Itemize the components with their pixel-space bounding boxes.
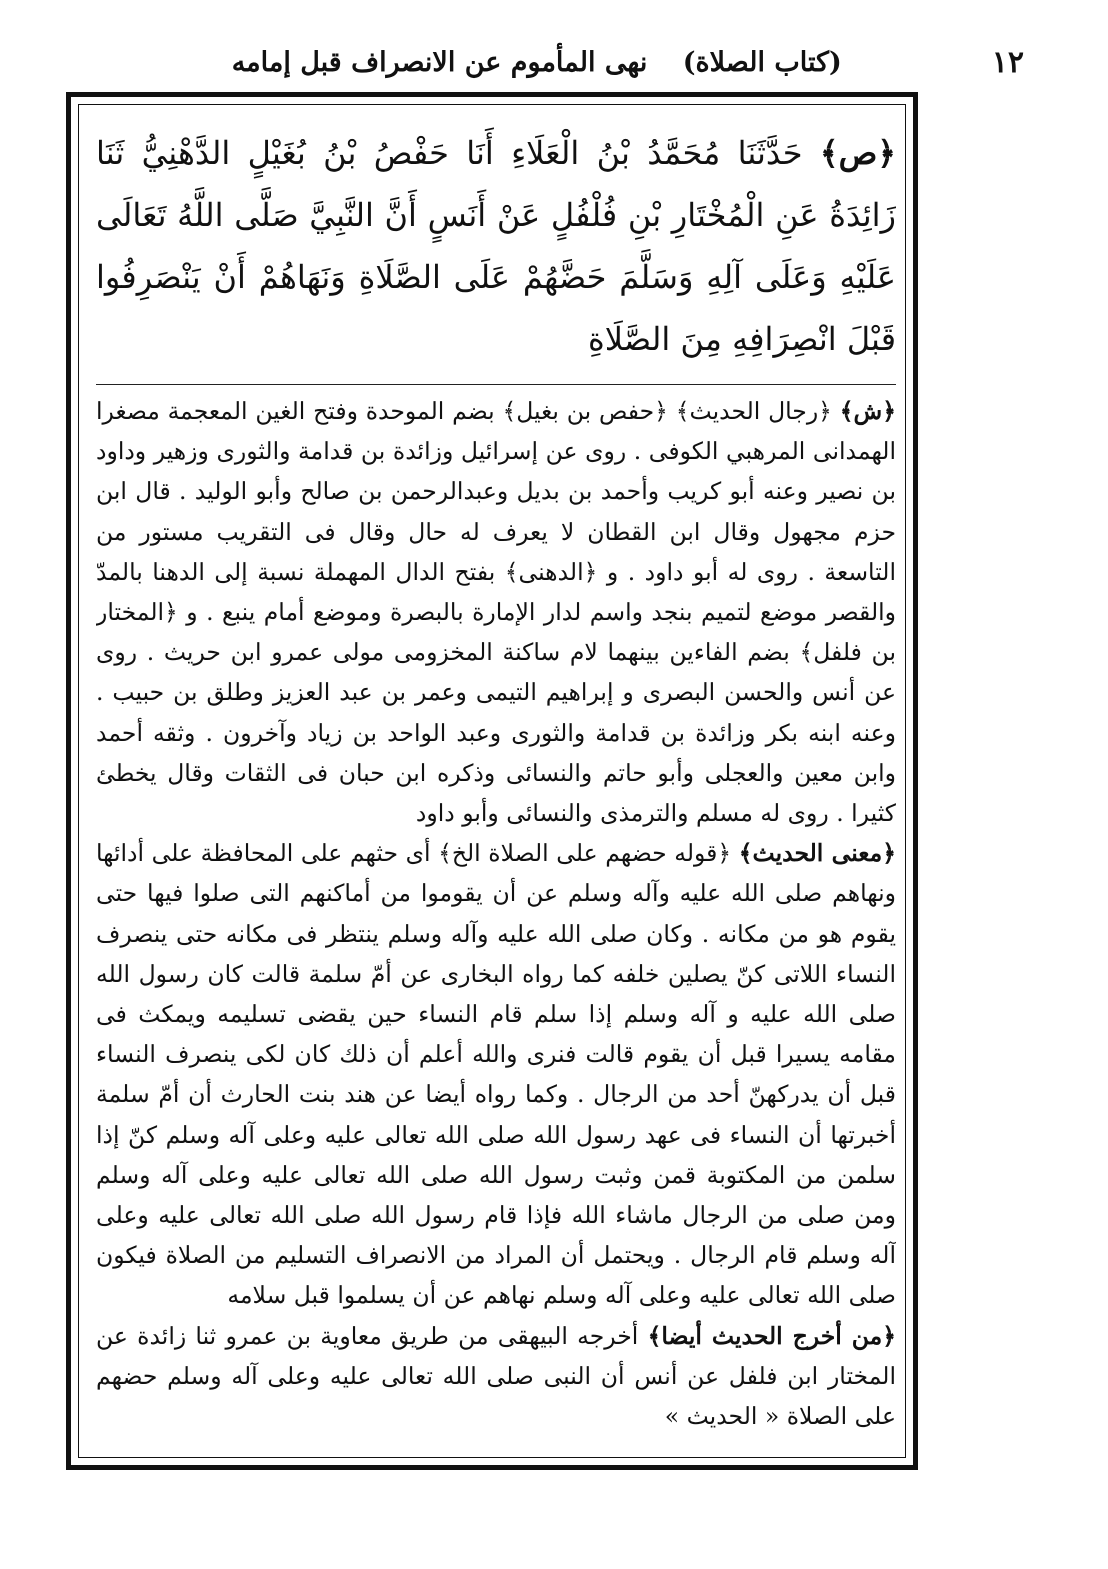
page-number: ١٢ [991,44,1024,80]
chapter-title: نهى المأموم عن الانصراف قبل إمامه [231,46,648,78]
paragraph-text: أخرجه البيهقى من طريق معاوية بن عمرو ثنا زائدة عن المختار ابن فلفل عن أنس أن النبى صلى الله تعالى عليه وعلى آله وسلم حضهم على الصلاة « الحديث » [96,1321,896,1431]
paragraph-text: ﴿رجال الحديث﴾ ﴿حفص بن بغيل﴾ بضم الموحدة وفتح الغين المعجمة مصغرا الهمدانى المرهبي الكوفى . روى عن إسرائيل وزائدة بن قدامة والثورى وزهير وداود بن نصير وعنه أبو كريب وأحمد بن بديل وعبدالرحمن بن صالح وأبو الوليد . قال ابن حزم مجهول وقال ابن القطان لا يعرف له حال وقال فى التقريب مستور من التاسعة . روى له أبو داود . و ﴿الدهنى﴾ بفتح الدال المهملة نسبة إلى الدهنا بالمدّ والقصر موضع لتميم بنجد واسم لدار الإمارة بالبصرة وموضع أمام ينبع . و ﴿المختار بن فلفل﴾ بضم الفاءين بينهما لام ساكنة المخزومى مولى عمرو ابن حريث . روى عن أنس والحسن البصرى و إبراهيم التيمى وعمر بن عبد العزيز وطلق بن حبيب . وعنه ابنه بكر وزائدة بن قدامة والثورى وعبد الواحد بن زياد وآخرون . وثقه أحمد وابن معين والعجلى وأبو حاتم والنسائى وذكره ابن حبان فى الثقات وقال يخطئ كثيرا . روى له مسلم والترمذى والنسائى وأبو داود [96,397,896,828]
paragraph-label: ﴿معنى الحديث﴾ [738,839,896,868]
section-divider [96,384,896,385]
hadith-text [96,122,896,376]
meaning-paragraph [96,833,896,1315]
hadith-label: ﴿ص﴾ [819,134,896,172]
running-title [206,47,842,78]
paragraph-label: ﴿ش﴾ [839,397,896,425]
paragraph-text: ﴿قوله حضهم على الصلاة الخ﴾ أى حثهم على المحافظة على أدائها ونهاهم صلى الله عليه وآله وسلم عن أن يقوموا من أماكنهم التى صلوا فيها حتى يقوم هو من مكانه . وكان صلى الله عليه وآله وسلم ينتظر فى مكانه حتى ينصرف النساء اللاتى كنّ يصلين خلفه كما رواه البخارى عن أمّ سلمة قالت كان رسول الله صلى الله عليه و آله وسلم إذا سلم قام النساء حين يقضى تسليمه ويمكث فى مقامه يسيرا قبل أن يقوم قالت فنرى والله أعلم أن ذلك كان لكى ينصرف النساء قبل أن يدركهنّ أحد من الرجال . وكما رواه أيضا عن هند بنت الحارث أن أمّ سلمة أخبرتها أن النساء فى عهد رسول الله صلى الله تعالى عليه وعلى آله وسلم كنّ إذا سلمن من المكتوبة قمن وثبت رسول الله صلى الله تعالى عليه وعلى آله وسلم ومن صلى من الرجال ماشاء الله فإذا قام رسول الله صلى الله تعالى عليه وعلى آله وسلم قام الرجال . ويحتمل أن المراد من الانصراف التسليم من الصلاة فيكون صلى الله تعالى عليه وعلى آله وسلم نهاهم عن أن يسلموا قبل سلامه [96,839,896,1310]
page-content [96,110,896,1450]
narrators-paragraph [96,391,896,833]
page-header [70,38,1030,86]
hadith-body: حَدَّثَنَا مُحَمَّدُ بْنُ الْعَلَاءِ أَنَا حَفْصُ بْنُ بُغَيْلٍ الدَّهْنِيُّ ثَنَا زَائِدَةُ عَنِ الْمُخْتَارِ بْنِ فُلْفُلٍ عَنْ أَنَسٍ أَنَّ النَّبِيَّ صَلَّى اللَّهُ تَعَالَى عَلَيْهِ وَعَلَى آلِهِ وَسَلَّمَ حَضَّهُمْ عَلَى الصَّلَاةِ وَنَهَاهُمْ أَنْ يَنْصَرِفُوا قَبْلَ انْصِرَافِهِ مِنَ الصَّلَاةِ [96,134,896,358]
paragraph-label: ﴿من أخرج الحديث أيضا﴾ [647,1321,896,1350]
book-title: (كتاب الصلاة) [682,46,842,78]
sources-paragraph [96,1316,896,1437]
